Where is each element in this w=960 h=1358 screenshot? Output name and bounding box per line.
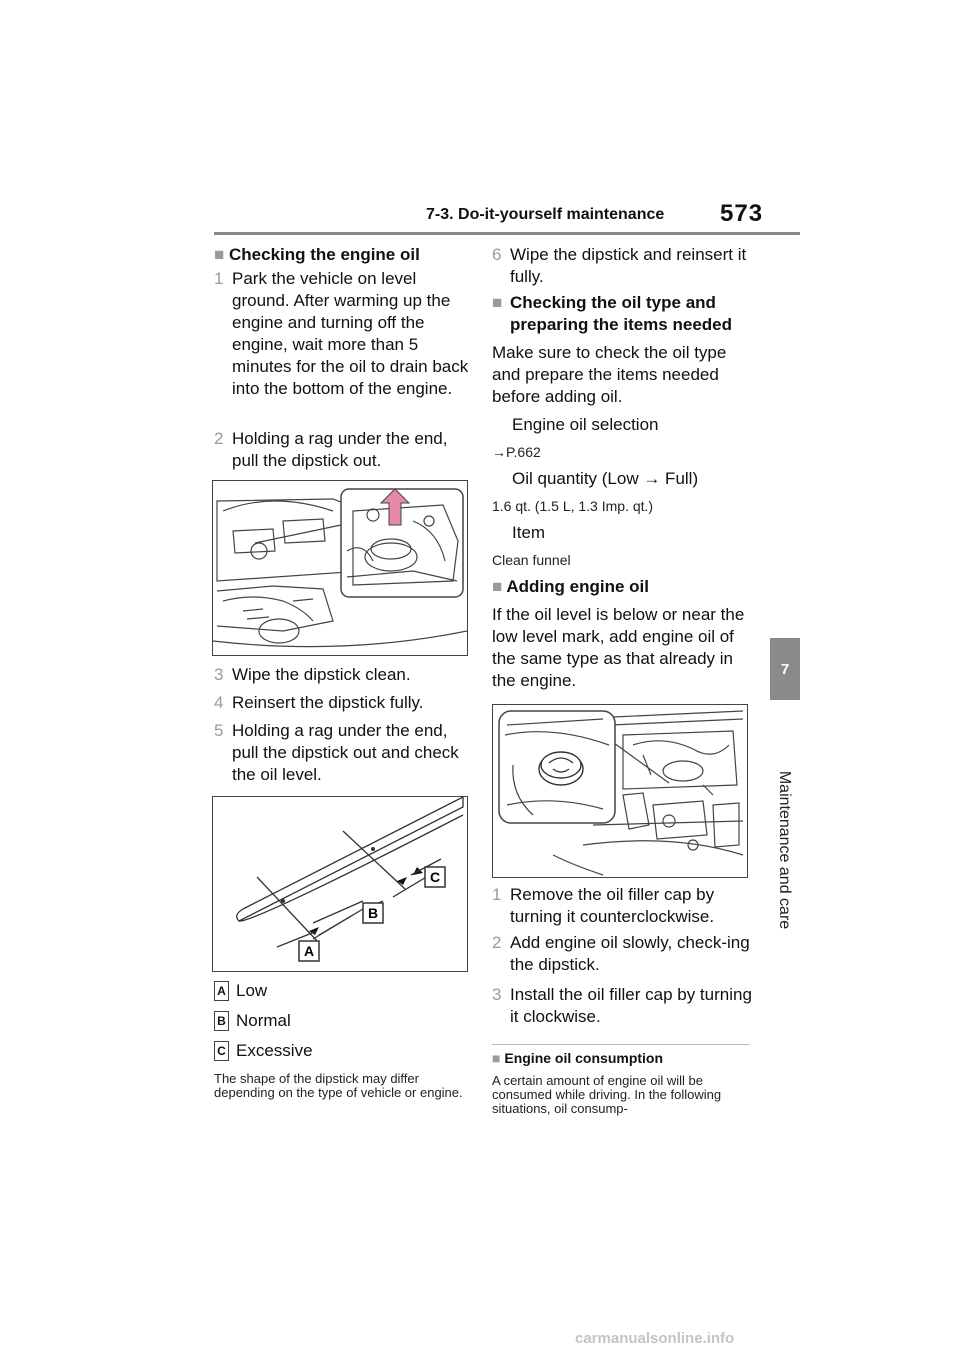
step-5: [214, 720, 470, 786]
legend-normal: [214, 1010, 470, 1032]
step-number: 2: [492, 933, 502, 952]
step-number: 3: [214, 665, 224, 684]
figure-dipstick-levels: [212, 796, 468, 972]
section-title: 7-3. Do-it-yourself maintenance: [426, 206, 665, 223]
item-label: Item: [512, 523, 546, 542]
watermark: carmanualsonline.info: [575, 1330, 735, 1347]
legend-key: A: [214, 981, 229, 1001]
adding-oil-intro: If the oil level is below or near the low level mark, add engine oil of the same type as that already in the engine.: [492, 605, 745, 690]
note-divider: [492, 1044, 750, 1045]
bullet-icon: [492, 468, 512, 490]
oil-type-intro: Make sure to check the oil type and prepare the items needed before adding oil.: [492, 343, 727, 406]
item-label: Oil quantity (Low → Full): [512, 469, 699, 488]
chapter-title-vertical: [764, 710, 804, 990]
item-label: Engine oil selection: [512, 415, 659, 434]
note-text-consumption: A certain amount of engine oil will be consumed while driving. In the following situations, oil consump-: [492, 1073, 722, 1116]
figure-engine-dipstick: [212, 480, 468, 656]
step-number: 6: [492, 245, 502, 264]
step-text: Add engine oil slowly, check-ing the dipstick.: [510, 933, 750, 974]
adding-step-3: [492, 984, 754, 1028]
item-detail-page-ref[interactable]: →P.662: [492, 444, 541, 460]
heading-text: Checking the engine oil: [229, 245, 420, 264]
dipstick-level-illustration: [213, 797, 467, 971]
heading-marker: ■: [492, 1050, 501, 1066]
figure-oil-filler-cap: [492, 704, 748, 878]
oil-cap-icon: [539, 752, 583, 785]
step-text: Reinsert the dipstick fully.: [232, 693, 424, 712]
item-tool: [492, 522, 754, 544]
step-text: Wipe the dipstick and reinsert it fully.: [510, 245, 747, 286]
legend-key: C: [214, 1041, 229, 1061]
step-number: 2: [214, 429, 224, 448]
step-text: Holding a rag under the end, pull the dipstick out and check the oil level.: [232, 721, 459, 784]
bullet-icon: [492, 414, 512, 436]
header-rule: [214, 232, 800, 235]
page-number: 573: [720, 200, 764, 227]
step-4: [214, 692, 470, 714]
item-oil-quantity: [492, 468, 754, 490]
legend-low: [214, 980, 470, 1002]
dipstick-label-a: A: [303, 943, 315, 959]
heading-adding-oil: [492, 576, 754, 598]
dipstick-label-c: C: [429, 869, 441, 885]
step-number: 1: [214, 269, 224, 288]
step-text: Wipe the dipstick clean.: [232, 665, 411, 684]
engine-dipstick-illustration: [213, 481, 467, 655]
oil-filler-cap-illustration: [493, 705, 747, 877]
step-2: [214, 428, 470, 472]
step-number: 5: [214, 721, 224, 740]
step-1: [214, 268, 470, 400]
heading-marker: ■: [492, 293, 503, 312]
legend-key: B: [214, 1011, 229, 1031]
step-number: 1: [492, 885, 502, 904]
adding-step-1: [492, 884, 754, 928]
legend-text: Normal: [236, 1011, 291, 1030]
heading-text: Adding engine oil: [506, 577, 649, 596]
chapter-number-tab: 7: [770, 638, 800, 700]
heading-marker: ■: [492, 577, 503, 596]
note-heading-engine-oil-consumption: [492, 1050, 754, 1066]
dipstick-label-b: B: [367, 905, 379, 921]
heading-marker: ■: [214, 245, 225, 264]
item-detail-quantity: 1.6 qt. (1.5 L, 1.3 Imp. qt.): [492, 498, 654, 514]
heading-oil-type: [492, 292, 754, 336]
legend-excessive: [214, 1040, 470, 1062]
heading-checking-engine-oil: [214, 244, 470, 266]
dipstick-shape-note: The shape of the dipstick may differ depending on the type of vehicle or engine.: [214, 1071, 463, 1100]
step-6: [492, 244, 754, 288]
bullet-icon: [492, 522, 512, 544]
step-text: Park the vehicle on level ground. After warming up the engine and turning off the engine, wait more than 5 minutes for the oil to drain back into the bottom of the engine.: [232, 269, 469, 398]
step-3: [214, 664, 470, 686]
step-number: 4: [214, 693, 224, 712]
chapter-title: Maintenance and care: [776, 770, 793, 930]
step-text: Remove the oil filler cap by turning it counterclockwise.: [510, 885, 715, 926]
heading-text: Checking the oil type and preparing the items needed: [510, 293, 732, 334]
legend-text: Excessive: [236, 1041, 313, 1060]
step-text: Holding a rag under the end, pull the dipstick out.: [232, 429, 448, 470]
item-detail-funnel: Clean funnel: [492, 552, 571, 568]
adding-step-2: [492, 932, 754, 976]
step-number: 3: [492, 985, 502, 1004]
heading-text: Engine oil consumption: [504, 1050, 664, 1066]
legend-text: Low: [236, 981, 268, 1000]
step-text: Install the oil filler cap by turning it clockwise.: [510, 985, 752, 1026]
item-engine-oil-selection: [492, 414, 754, 436]
